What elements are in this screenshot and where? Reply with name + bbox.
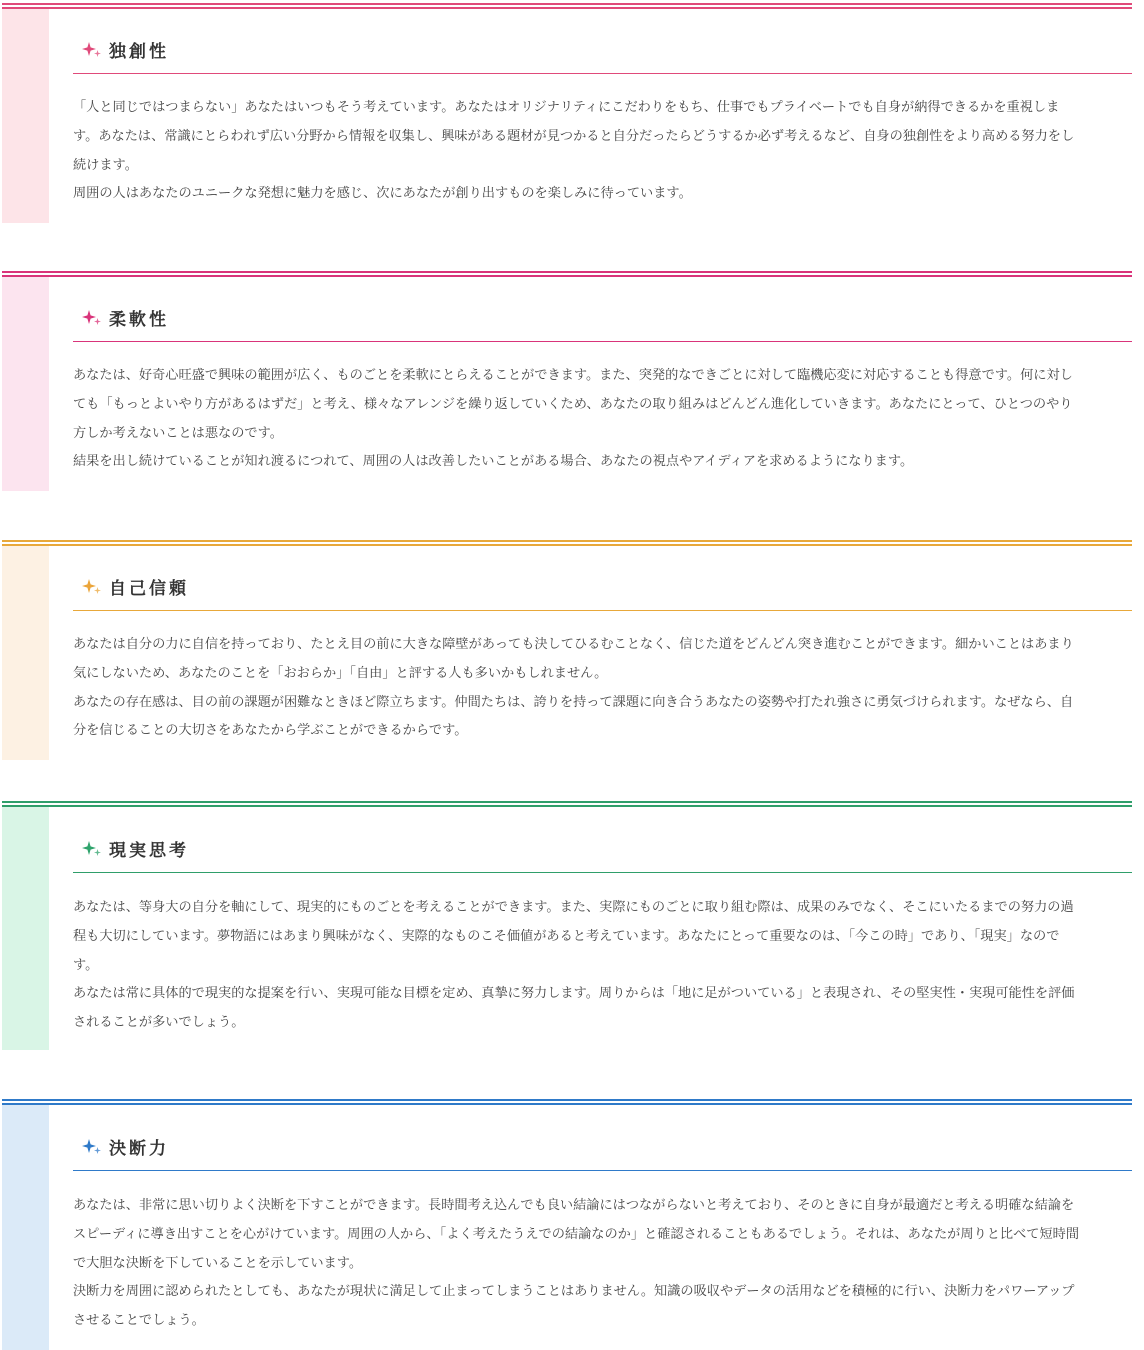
section-title: 現実思考 bbox=[109, 841, 189, 861]
body-paragraph: あなたは、非常に思い切りよく決断を下すことができます。長時間考え込んでも良い結論にはつながらないと考えており、そのときに自身が最適だと考える明確な結論をスピーディに導き出すことを心がけています。周囲の人から、「よく考えたうえでの結論なのか」と確認されることもあるでしょう。それは、あなたが周りと比べて短時間で大胆な決断を下していることを示しています。 bbox=[73, 1198, 1080, 1271]
body-paragraph: あなたは、等身大の自分を軸にして、現実的にものごとを考えることができます。また、実際にものごとに取り組む際は、成果のみでなく、そこにいたるまでの努力の過程も大切にしています。夢物語にはあまり興味がなく、実際的なものこそ価値があると考えています。あなたにとって重要なのは、「今この時」であり、「現実」なのです。 bbox=[73, 900, 1074, 973]
section-top-rule bbox=[2, 3, 1132, 9]
section-title: 自己信頼 bbox=[109, 579, 189, 599]
body-paragraph: あなたは、好奇心旺盛で興味の範囲が広く、ものごとを柔軟にとらえることができます。また、突発的なできごとに対して臨機応変に対応することも得意です。何に対しても「もっとよいやり方があるはずだ」と考え、様々なアレンジを繰り返していくため、あなたの取り組みはどんどん進化していきます。あなたにとって、ひとつのやり方しか考えないことは悪なのです。 bbox=[73, 368, 1073, 441]
sparkle-icon bbox=[80, 39, 104, 63]
body-paragraph: 周囲の人はあなたのユニークな発想に魅力を感じ、次にあなたが創り出すものを楽しみに待っています。 bbox=[73, 186, 692, 202]
body-paragraph: 決断力を周囲に認められたとしても、あなたが現状に満足して止まってしまうことはありません。知識の吸収やデータの活用などを積極的に行い、決断力をパワーアップさせることでしょう。 bbox=[73, 1284, 1075, 1329]
section-title-row bbox=[73, 39, 1132, 74]
section-title: 決断力 bbox=[109, 1139, 169, 1159]
body-paragraph: あなたは自分の力に自信を持っており、たとえ目の前に大きな障壁があっても決してひるむことなく、信じた道をどんどん突き進むことができます。細かいことはあまり気にしないため、あなたのことを「おおらか」「自由」と評する人も多いかもしれません。 bbox=[73, 637, 1074, 681]
section-top-rule bbox=[2, 1099, 1132, 1105]
body-paragraph: 結果を出し続けていることが知れ渡るにつれて、周囲の人は改善したいことがある場合、あなたの視点やアイディアを求めるようになります。 bbox=[73, 454, 914, 470]
section-title: 柔軟性 bbox=[109, 310, 169, 330]
section-title-row bbox=[73, 307, 1132, 342]
trait-section-realistic-thinking bbox=[0, 798, 1144, 1088]
section-top-rule bbox=[2, 801, 1132, 807]
sparkle-icon bbox=[80, 1136, 104, 1160]
section-body bbox=[73, 1192, 1083, 1336]
body-paragraph: あなたの存在感は、目の前の課題が困難なときほど際立ちます。仲間たちは、誇りを持って課題に向き合うあなたの姿勢や打たれ強さに勇気づけられます。なぜなら、自分を信じることの大切さをあなたから学ぶことができるからです。 bbox=[73, 694, 1074, 739]
section-body bbox=[73, 631, 1083, 746]
section-top-rule bbox=[2, 271, 1132, 277]
section-body bbox=[73, 362, 1083, 477]
section-top-rule bbox=[2, 540, 1132, 546]
sparkle-icon bbox=[80, 838, 104, 862]
body-paragraph: 「人と同じではつまらない」あなたはいつもそう考えています。あなたはオリジナリティにこだわりをもち、仕事でもプライベートでも自身が納得できるかを重視します。あなたは、常識にとらわれず広い分野から情報を収集し、興味がある題材が見つかると自分だったらどうするか必ず考えるなど、自身の独創性をより高める努力をし続けます。 bbox=[73, 100, 1075, 173]
trait-section-self-confidence bbox=[0, 537, 1144, 797]
sparkle-icon bbox=[80, 307, 104, 331]
section-title: 独創性 bbox=[109, 42, 169, 62]
section-side-bar bbox=[2, 807, 49, 1050]
sparkle-icon bbox=[80, 576, 104, 600]
section-title-row bbox=[73, 1136, 1132, 1171]
section-side-bar bbox=[2, 277, 49, 491]
body-paragraph: あなたは常に具体的で現実的な提案を行い、実現可能な目標を定め、真摯に努力します。周りからは「地に足がついている」と表現され、その堅実性・実現可能性を評価されることが多いでしょう。 bbox=[73, 986, 1075, 1031]
section-title-row bbox=[73, 576, 1132, 611]
trait-section-flexibility bbox=[0, 268, 1144, 528]
section-body bbox=[73, 94, 1083, 209]
section-side-bar bbox=[2, 546, 49, 760]
section-body bbox=[73, 894, 1083, 1038]
section-side-bar bbox=[2, 9, 49, 223]
trait-section-decisiveness bbox=[0, 1096, 1144, 1350]
section-side-bar bbox=[2, 1105, 49, 1350]
trait-section-originality bbox=[0, 0, 1144, 260]
section-title-row bbox=[73, 838, 1132, 873]
